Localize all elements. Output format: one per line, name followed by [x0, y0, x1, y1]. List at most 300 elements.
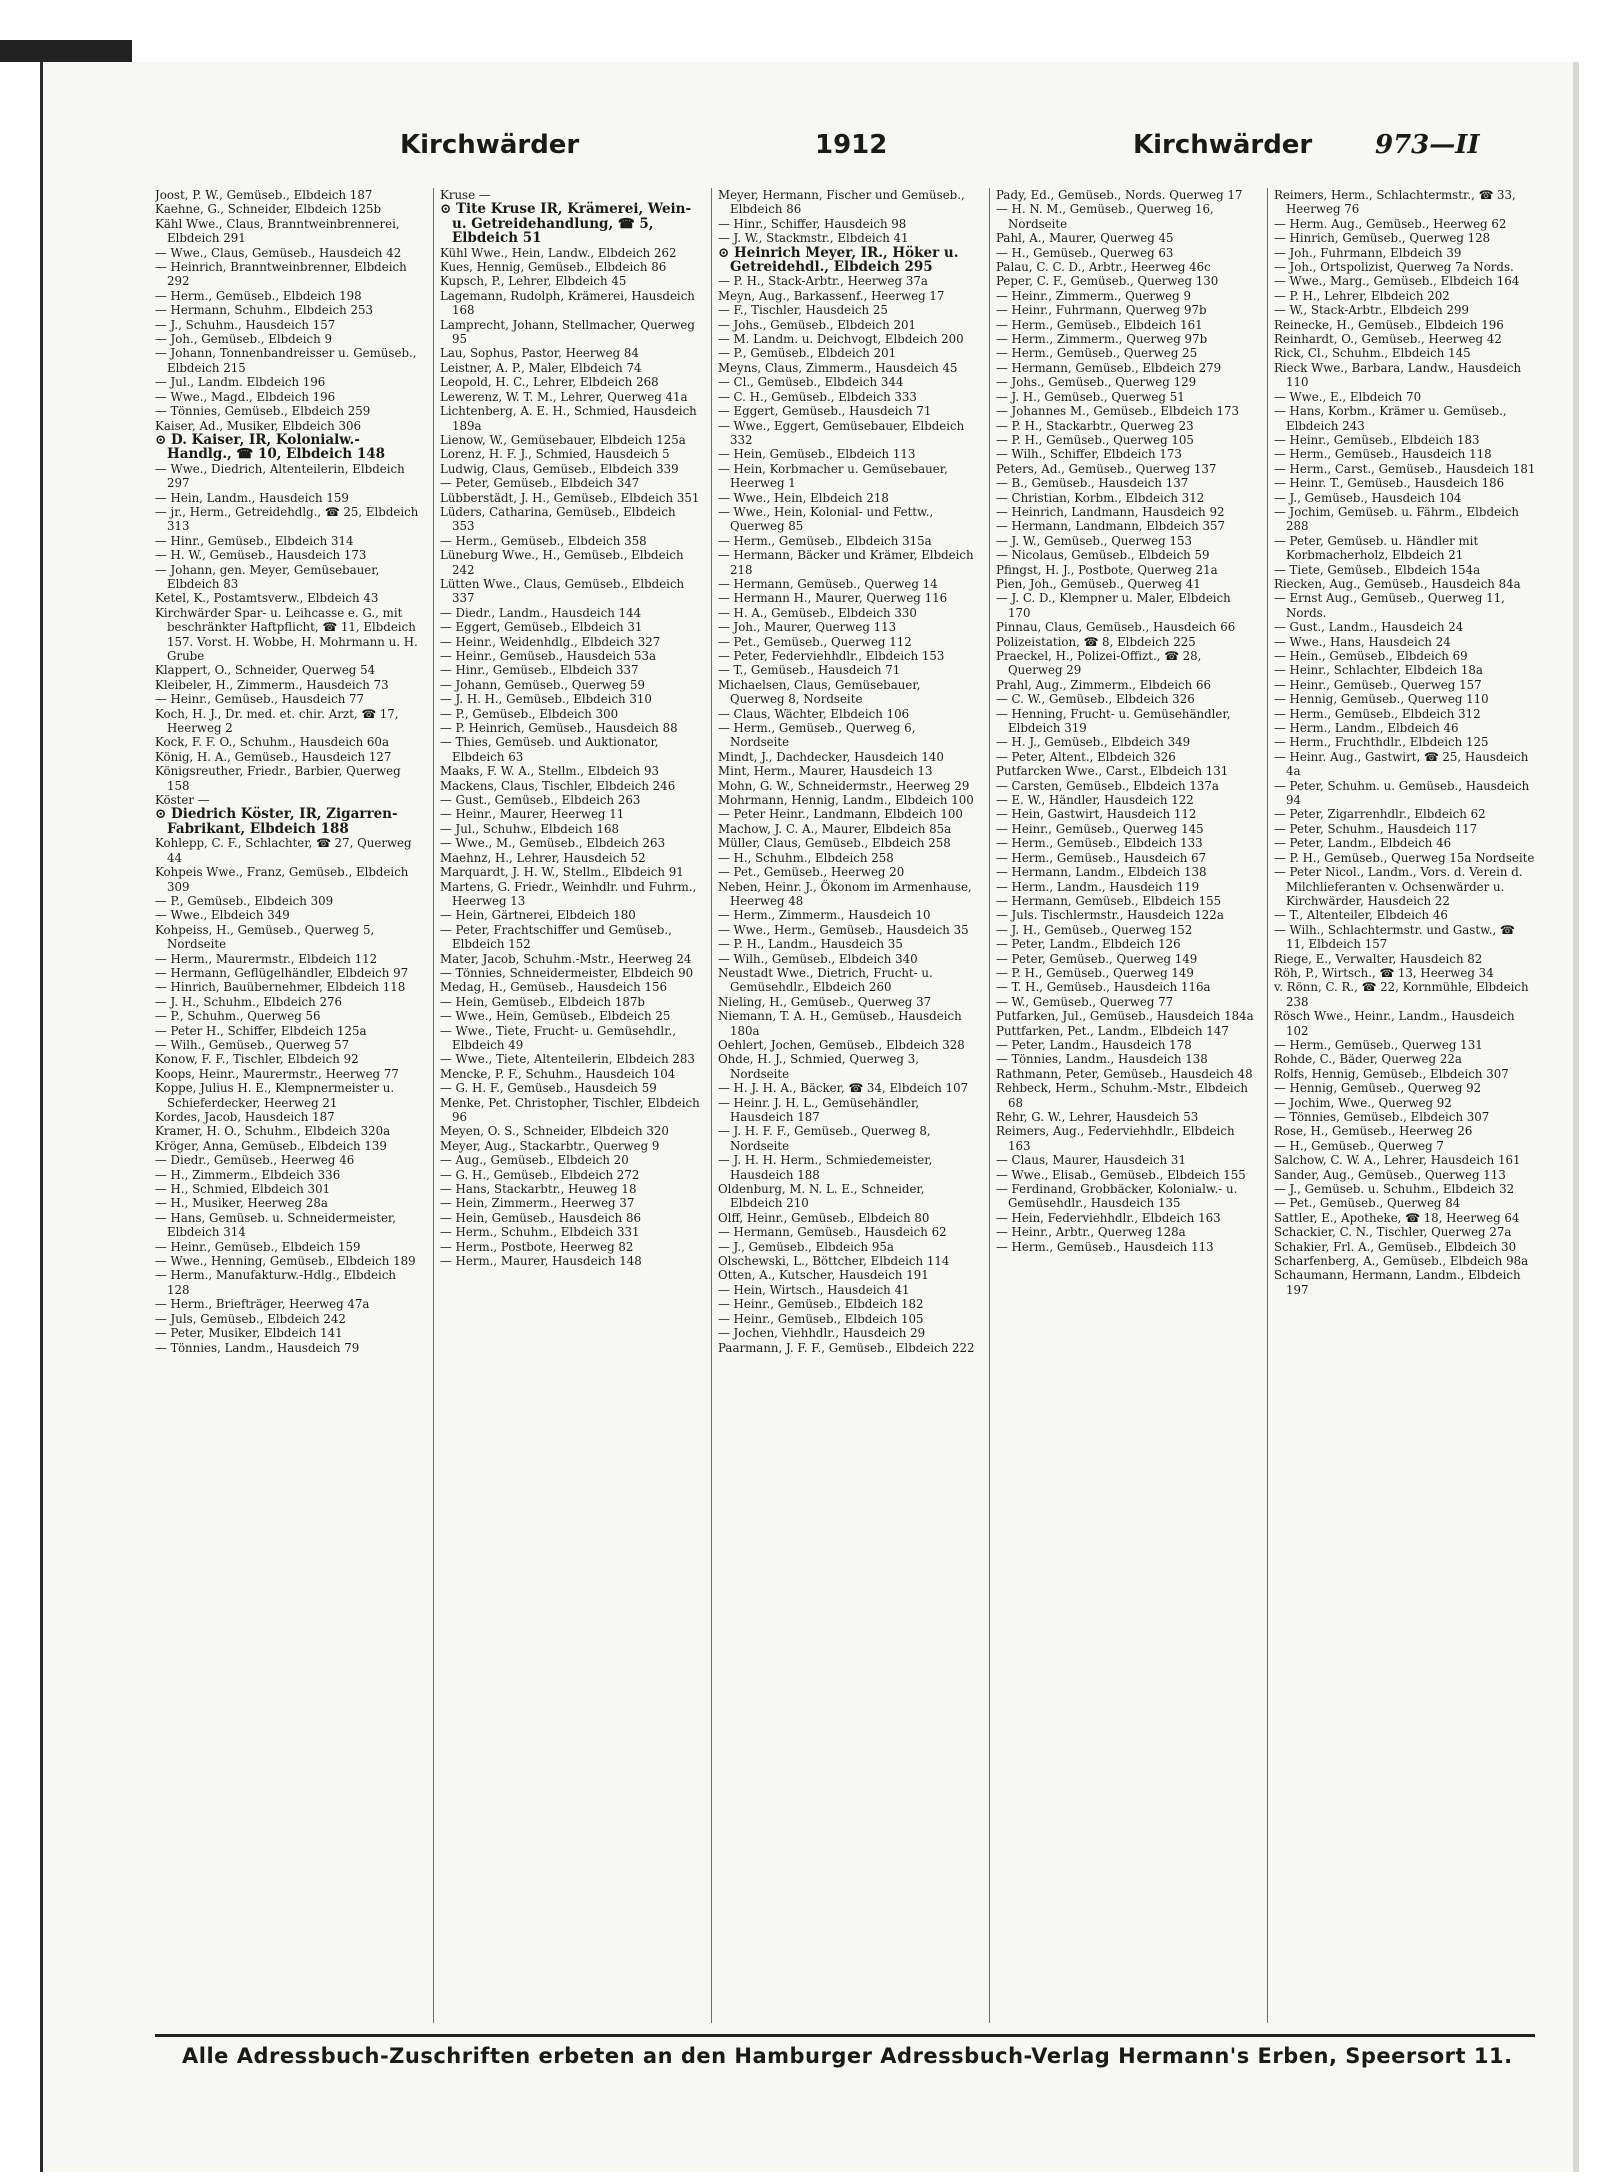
directory-entry: — W., Gemüseb., Querweg 77	[996, 994, 1174, 1009]
directory-entry: Lagemann, Rudolph, Krämerei, Hausdeich 168	[440, 288, 695, 318]
directory-entry: — Heinr., Zimmerm., Querweg 9	[996, 288, 1191, 303]
directory-entry: — Peter, Gemüseb. u. Händler mit Korbmacherholz, Elbdeich 21	[1274, 533, 1479, 563]
directory-entry: — Hermann, Schuhm., Elbdeich 253	[155, 303, 374, 318]
directory-entry: — Peter, Landm., Elbdeich 126	[996, 937, 1181, 952]
directory-entry: — Hermann, Landmann, Elbdeich 357	[996, 519, 1226, 534]
directory-entry: Rathmann, Peter, Gemüseb., Hausdeich 48	[996, 1066, 1253, 1081]
directory-entry: — Peter, Schuhm. u. Gemüseb., Hausdeich 94	[1274, 778, 1530, 808]
page-number: 973—II	[1375, 130, 1480, 160]
directory-entry: Polizeistation, ☎ 8, Elbdeich 225	[996, 634, 1196, 649]
directory-entry: — Herm., Gemüseb., Querweg 6, Nordseite	[718, 721, 916, 750]
directory-entry: Müller, Claus, Gemüseb., Elbdeich 258	[718, 836, 951, 851]
directory-entry: — Hinrich, Gemüseb., Querweg 128	[1274, 231, 1491, 246]
directory-entry: — Cl., Gemüseb., Elbdeich 344	[718, 375, 904, 390]
directory-entry: — Peter, Federviehhdlr., Elbdeich 153	[718, 649, 945, 663]
directory-entry: — Herm., Gemüseb., Elbdeich 161	[996, 317, 1203, 332]
directory-entry: — J. H. H., Gemüseb., Elbdeich 310	[440, 692, 652, 707]
directory-entry: — Hermann, Gemüseb., Elbdeich 155	[996, 893, 1222, 908]
directory-entry: Kohpeis Wwe., Franz, Gemüseb., Elbdeich 309	[155, 865, 409, 894]
directory-entry: Oehlert, Jochen, Gemüseb., Elbdeich 328	[718, 1037, 965, 1052]
directory-entry: v. Rönn, C. R., ☎ 22, Kornmühle, Elbdeich 238	[1274, 980, 1529, 1009]
directory-entry: Kohlepp, C. F., Schlachter, ☎ 27, Querweg 44	[155, 836, 412, 865]
directory-entry: Mater, Jacob, Schuhm.-Mstr., Heerweg 24	[440, 951, 692, 966]
directory-entry: — Tönnies, Gemüseb., Elbdeich 307	[1274, 1110, 1490, 1124]
directory-entry: — Hans, Stackarbtr., Heuweg 18	[440, 1182, 637, 1197]
directory-entry: — Johann, gen. Meyer, Gemüsebauer, Elbdeich 83	[155, 562, 380, 591]
directory-entry: ⊙ Tite Kruse IR, Krämerei, Wein- u. Getreidehandlung, ☎ 5, Elbdeich 51	[440, 201, 692, 247]
directory-entry: — Jochim, Gemüseb. u. Fährm., Elbdeich 288	[1274, 504, 1519, 534]
directory-entry: Rose, H., Gemüseb., Heerweg 26	[1274, 1124, 1473, 1139]
directory-entry: Martens, G. Friedr., Weinhdlr. und Fuhrm., Heerweg 13	[440, 879, 697, 908]
directory-entry: — Wwe., Claus, Gemüseb., Hausdeich 42	[155, 245, 402, 260]
directory-entry: Mindt, J., Dachdecker, Hausdeich 140	[718, 749, 944, 764]
column-3	[711, 188, 978, 2023]
directory-entry: Ludwig, Claus, Gemüseb., Elbdeich 339	[440, 461, 679, 476]
directory-entry: — Peter, Schuhm., Hausdeich 117	[1274, 821, 1478, 836]
directory-entry: — Heinr. J. H. L., Gemüsehändler, Hausdeich 187	[718, 1095, 920, 1124]
directory-entry: — Johann, Gemüseb., Querweg 59	[440, 677, 646, 692]
directory-entry: Königsreuther, Friedr., Barbier, Querweg 158	[155, 764, 401, 793]
directory-entry: Rieck Wwe., Barbara, Landw., Hausdeich 110	[1274, 360, 1522, 390]
directory-entry: — H., Gemüseb., Querweg 63	[996, 245, 1174, 260]
directory-entry: — Heinrich, Landmann, Hausdeich 92	[996, 504, 1225, 519]
directory-entry: — Herm., Gemüseb., Elbdeich 198	[155, 288, 362, 303]
directory-entry: — Herm., Gemüseb., Hausdeich 67	[996, 850, 1207, 865]
directory-entry: ⊙ D. Kaiser, IR, Kolonialw.-Handlg., ☎ 10, Elbdeich 148	[155, 431, 386, 463]
directory-entry: Neben, Heinr. J., Ökonom im Armenhause, Heerweg 48	[718, 879, 972, 908]
directory-entry: Ketel, K., Postamtsverw., Elbdeich 43	[155, 591, 379, 606]
directory-entry: — Thies, Gemüseb. und Auktionator, Elbdeich 63	[440, 735, 659, 764]
directory-entry: — J. H. H. Herm., Schmiedemeister, Hausdeich 188	[718, 1153, 933, 1182]
column-5	[1267, 188, 1536, 2023]
directory-entry: Schaumann, Hermann, Landm., Elbdeich 197	[1274, 1268, 1521, 1297]
directory-entry: Rehbeck, Herm., Schuhm.-Mstr., Elbdeich 68	[996, 1081, 1248, 1110]
directory-entry: — Peter, Landm., Hausdeich 178	[996, 1037, 1192, 1052]
directory-entry: — B., Gemüseb., Hausdeich 137	[996, 476, 1189, 491]
directory-entry: Sattler, E., Apotheke, ☎ 18, Heerweg 64	[1274, 1210, 1520, 1225]
directory-entry: — Heinr. Aug., Gastwirt, ☎ 25, Hausdeich 4a	[1274, 749, 1529, 779]
directory-entry: — Hein, Gemüseb., Elbdeich 113	[718, 447, 916, 462]
directory-entry: Nieling, H., Gemüseb., Querweg 37	[718, 994, 932, 1009]
directory-entry: Kupsch, P., Lehrer, Elbdeich 45	[440, 274, 627, 289]
directory-entry: Kähl Wwe., Claus, Branntweinbrennerei, Elbdeich 291	[155, 216, 400, 246]
directory-entry: Neustadt Wwe., Dietrich, Frucht- u. Gemüsehdlr., Elbdeich 260	[718, 965, 933, 995]
directory-entry: Koppe, Julius H. E., Klempnermeister u. Schieferdecker, Heerweg 21	[155, 1081, 395, 1110]
directory-entry: Köster —	[155, 793, 210, 808]
directory-entry: Meyns, Claus, Zimmerm., Hausdeich 45	[718, 360, 958, 375]
directory-entry: Koch, H. J., Dr. med. et. chir. Arzt, ☎ 17, Heerweg 2	[155, 706, 399, 736]
directory-entry: Lau, Sophus, Pastor, Heerweg 84	[440, 346, 639, 361]
directory-entry: — H., Zimmerm., Elbdeich 336	[155, 1167, 341, 1182]
directory-entry: — Johann, Tonnenbandreisser u. Gemüseb., Elbdeich 215	[155, 346, 417, 375]
directory-entry: Lamprecht, Johann, Stellmacher, Querweg 95	[440, 317, 695, 347]
directory-entry: — J. W., Gemüseb., Querweg 153	[996, 533, 1192, 548]
directory-entry: — Hein., Gemüseb., Elbdeich 69	[1274, 649, 1468, 663]
directory-entry: — Jochim, Wwe., Querweg 92	[1274, 1095, 1452, 1110]
directory-entry: Oldenburg, M. N. L. E., Schneider, Elbdeich 210	[718, 1182, 925, 1211]
directory-entry: — J., Gemüseb. u. Schuhm., Elbdeich 32	[1274, 1182, 1515, 1197]
directory-entry: Kühl Wwe., Hein, Landw., Elbdeich 262	[440, 245, 677, 260]
directory-entry: — Jochen, Viehhdlr., Hausdeich 29	[718, 1326, 926, 1341]
directory-entry: ⊙ Heinrich Meyer, IR., Höker u. Getreidehdl., Elbdeich 295	[718, 244, 959, 276]
directory-entry: Rolfs, Hennig, Gemüseb., Elbdeich 307	[1274, 1066, 1509, 1081]
directory-entry: — Herm., Schuhm., Elbdeich 331	[440, 1225, 640, 1240]
directory-entry: — J. H., Schuhm., Elbdeich 276	[155, 994, 343, 1009]
directory-entry: — Henning, Frucht- u. Gemüsehändler, Elbdeich 319	[996, 706, 1231, 736]
directory-entry: — Herm., Postbote, Heerweg 82	[440, 1239, 634, 1254]
directory-entry: Kirchwärder Spar- u. Leihcasse e. G., mit beschränkter Haftpflicht, ☎ 11, Elbdeich 157. Vorst. H. Wobbe, H. Mohrmann u. H. Grube	[155, 605, 418, 663]
directory-entry: Palau, C. C. D., Arbtr., Heerweg 46c	[996, 260, 1211, 275]
footer-rule	[155, 2034, 1535, 2037]
directory-entry: Lüders, Catharina, Gemüseb., Elbdeich 353	[440, 504, 676, 534]
directory-entry: Olschewski, L., Böttcher, Elbdeich 114	[718, 1254, 950, 1269]
directory-entry: — Pet., Gemüseb., Heerweg 20	[718, 865, 905, 880]
directory-entry: — P. H., Stack-Arbtr., Heerweg 37a	[718, 274, 928, 289]
directory-entry: Riecken, Aug., Gemüseb., Hausdeich 84a	[1274, 576, 1521, 591]
directory-entry: — Tönnies, Gemüseb., Elbdeich 259	[155, 404, 371, 419]
directory-entry: — Joh., Fuhrmann, Elbdeich 39	[1274, 245, 1462, 260]
directory-entry: Putfarken, Jul., Gemüseb., Hausdeich 184a	[996, 1009, 1254, 1024]
directory-entry: — E. W., Händler, Hausdeich 122	[996, 793, 1194, 808]
directory-entry: — Hein, Korbmacher u. Gemüsebauer, Heerweg 1	[718, 461, 948, 491]
directory-entry: — Hein, Gastwirt, Hausdeich 112	[996, 807, 1197, 822]
directory-entry: — Heinr., Gemüseb., Elbdeich 159	[155, 1239, 361, 1254]
directory-entry: — Wwe., Magd., Elbdeich 196	[155, 389, 336, 404]
directory-entry: — Herm., Fruchthdlr., Elbdeich 125	[1274, 735, 1489, 750]
directory-entry: — J. H., Gemüseb., Querweg 51	[996, 389, 1185, 404]
directory-entry: Mohn, G. W., Schneidermstr., Heerweg 29	[718, 778, 970, 793]
directory-entry: — Herm., Maurer, Hausdeich 148	[440, 1254, 642, 1269]
directory-entry: Menke, Pet. Christopher, Tischler, Elbdeich 96	[440, 1095, 700, 1124]
directory-entry: Paarmann, J. F. F., Gemüseb., Elbdeich 222	[718, 1340, 975, 1355]
directory-entry: — Heinrich, Branntweinbrenner, Elbdeich 292	[155, 260, 407, 289]
directory-entry: — Hinrich, Bauübernehmer, Elbdeich 118	[155, 980, 406, 995]
directory-entry: Michaelsen, Claus, Gemüsebauer, Querweg 8, Nordseite	[718, 677, 921, 707]
directory-entry: — Wwe., Herm., Gemüseb., Hausdeich 35	[718, 922, 969, 937]
directory-entry: Prahl, Aug., Zimmerm., Elbdeich 66	[996, 677, 1212, 692]
directory-entry: — Herm., Gemüseb., Elbdeich 312	[1274, 706, 1481, 721]
directory-entry: Praeckel, H., Polizei-Offizt., ☎ 28, Querweg 29	[996, 649, 1202, 678]
directory-entry: — Wwe., Tiete, Altenteilerin, Elbdeich 283	[440, 1052, 695, 1067]
directory-entry: — Wilh., Schlachtermstr. und Gastw., ☎ 11, Elbdeich 157	[1274, 922, 1515, 952]
column-4	[989, 188, 1256, 2023]
header-left-title: Kirchwärder	[400, 130, 580, 160]
directory-entry: — Hein, Federviehhdlr., Elbdeich 163	[996, 1210, 1221, 1225]
directory-entry: — Claus, Wächter, Elbdeich 106	[718, 706, 910, 721]
directory-entry: Rohde, C., Bäder, Querweg 22a	[1274, 1052, 1462, 1067]
directory-entry: Maehnz, H., Lehrer, Hausdeich 52	[440, 850, 646, 865]
directory-entry: — Hein, Gemüseb., Hausdeich 86	[440, 1210, 641, 1225]
directory-entry: Mint, Herm., Maurer, Hausdeich 13	[718, 764, 933, 779]
directory-entry: — H., Musiker, Heerweg 28a	[155, 1196, 328, 1211]
directory-entry: Ohde, H. J., Schmied, Querweg 3, Nordseite	[718, 1052, 919, 1081]
directory-entry: — Peter Nicol., Landm., Vors. d. Verein d. Milchlieferanten v. Ochsenwärder u. Kirchwärder, Hausdeich 22	[1274, 865, 1523, 908]
directory-entry: — P., Gemüseb., Elbdeich 201	[718, 346, 897, 361]
directory-entry: — Johannes M., Gemüseb., Elbdeich 173	[996, 404, 1240, 419]
directory-entry: — Heinr., Gemüseb., Hausdeich 77	[155, 692, 365, 707]
directory-entry: — Eggert, Gemüseb., Hausdeich 71	[718, 404, 932, 419]
directory-entry: — H. J., Gemüseb., Elbdeich 349	[996, 735, 1191, 750]
directory-entry: — Pet., Gemüseb., Querweg 84	[1274, 1196, 1461, 1211]
directory-entry: — Hinr., Schiffer, Hausdeich 98	[718, 216, 907, 231]
directory-entry: — Wwe., Hein, Elbdeich 218	[718, 490, 889, 505]
directory-entry: — P., Gemüseb., Elbdeich 300	[440, 706, 619, 721]
directory-entry: Reinecke, H., Gemüseb., Elbdeich 196	[1274, 317, 1504, 332]
directory-entry: — W., Stack-Arbtr., Elbdeich 299	[1274, 303, 1470, 318]
directory-entry: — Heinr., Gemüseb., Hausdeich 53a	[440, 649, 657, 663]
directory-entry: Riege, E., Verwalter, Hausdeich 82	[1274, 951, 1483, 966]
directory-entry: — Peter, Landm., Elbdeich 46	[1274, 836, 1452, 851]
directory-entry: Rehr, G. W., Lehrer, Hausdeich 53	[996, 1110, 1199, 1124]
directory-entry: Kock, F. F. O., Schuhm., Hausdeich 60a	[155, 735, 389, 750]
directory-columns	[155, 188, 1535, 2023]
directory-entry: Pahl, A., Maurer, Querweg 45	[996, 231, 1174, 246]
directory-entry: — Heinr., Gemüseb., Querweg 145	[996, 821, 1204, 836]
directory-entry: — Hermann, Geflügelhändler, Elbdeich 97	[155, 965, 409, 980]
directory-entry: — Tönnies, Landm., Hausdeich 79	[155, 1340, 360, 1355]
directory-entry: — Hennig, Gemüseb., Querweg 110	[1274, 692, 1489, 707]
directory-entry: — Wwe., Elisab., Gemüseb., Elbdeich 155	[996, 1167, 1246, 1182]
directory-entry: Puttfarken, Pet., Landm., Elbdeich 147	[996, 1023, 1229, 1038]
directory-entry: — Hinr., Gemüseb., Elbdeich 314	[155, 533, 354, 548]
directory-entry: — Wwe., Hans, Hausdeich 24	[1274, 634, 1451, 649]
directory-entry: König, H. A., Gemüseb., Hausdeich 127	[155, 749, 392, 764]
directory-entry: Kaehne, G., Schneider, Elbdeich 125b	[155, 202, 382, 217]
directory-entry: Kramer, H. O., Schuhm., Elbdeich 320a	[155, 1124, 391, 1139]
directory-entry: Leistner, A. P., Maler, Elbdeich 74	[440, 360, 642, 375]
directory-entry: — Peter, Musiker, Elbdeich 141	[155, 1326, 343, 1341]
directory-entry: — Gust., Landm., Hausdeich 24	[1274, 620, 1464, 635]
directory-entry: — jr., Herm., Getreidehdlg., ☎ 25, Elbdeich 313	[155, 504, 419, 534]
directory-entry: — Christian, Korbm., Elbdeich 312	[996, 490, 1205, 505]
directory-entry: Rick, Cl., Schuhm., Elbdeich 145	[1274, 346, 1471, 361]
directory-entry: — Herm., Zimmerm., Hausdeich 10	[718, 908, 931, 923]
directory-entry: Joost, P. W., Gemüseb., Elbdeich 187	[155, 188, 373, 202]
directory-entry: — Wwe., Eggert, Gemüsebauer, Elbdeich 332	[718, 418, 965, 447]
directory-entry: — Johs., Gemüseb., Querweg 129	[996, 375, 1197, 390]
directory-entry: — Pet., Gemüseb., Querweg 112	[718, 634, 912, 649]
directory-entry: — Hein, Wirtsch., Hausdeich 41	[718, 1282, 910, 1297]
directory-entry: — Wilh., Gemüseb., Querweg 57	[155, 1037, 350, 1052]
directory-entry: — Peter Heinr., Landmann, Elbdeich 100	[718, 807, 963, 822]
directory-entry: — H. N. M., Gemüseb., Querweg 16, Nordseite	[996, 202, 1214, 231]
directory-entry: — H., Gemüseb., Querweg 7	[1274, 1138, 1444, 1153]
directory-entry: Konow, F. F., Tischler, Elbdeich 92	[155, 1052, 359, 1067]
directory-entry: — G. H. F., Gemüseb., Hausdeich 59	[440, 1081, 657, 1096]
directory-entry: — Herm., Manufakturw.-Hdlg., Elbdeich 128	[155, 1268, 397, 1297]
directory-entry: Kordes, Jacob, Hausdeich 187	[155, 1110, 335, 1124]
directory-entry: — Wwe., Diedrich, Altenteilerin, Elbdeich 297	[155, 461, 405, 491]
column-1	[155, 188, 421, 2023]
directory-entry: Pfingst, H. J., Postbote, Querweg 21a	[996, 562, 1218, 577]
directory-entry: — J. C. D., Klempner u. Maler, Elbdeich 170	[996, 591, 1231, 620]
directory-entry: — Heinr., Maurer, Heerweg 11	[440, 807, 625, 822]
directory-entry: — Peter, Frachtschiffer und Gemüseb., Elbdeich 152	[440, 922, 672, 952]
directory-entry: — Hein, Landm., Hausdeich 159	[155, 490, 349, 505]
directory-entry: — Johs., Gemüseb., Elbdeich 201	[718, 317, 917, 332]
header-right-title: Kirchwärder	[1133, 130, 1313, 160]
directory-entry: — Joh., Ortspolizist, Querweg 7a Nords.	[1274, 260, 1514, 275]
directory-entry: — Hinr., Gemüseb., Elbdeich 337	[440, 663, 639, 678]
directory-entry: — Juls. Tischlermstr., Hausdeich 122a	[996, 908, 1224, 923]
directory-entry: Peper, C. F., Gemüseb., Querweg 130	[996, 274, 1219, 289]
directory-entry: — Tiete, Gemüseb., Elbdeich 154a	[1274, 562, 1481, 577]
directory-entry: — H., Schuhm., Elbdeich 258	[718, 850, 894, 865]
directory-entry: — Herm., Gemüseb., Elbdeich 133	[996, 836, 1203, 851]
directory-entry: — Peter, Gemüseb., Querweg 149	[996, 951, 1198, 966]
page-header	[155, 130, 1535, 170]
column-2	[433, 188, 700, 2023]
directory-entry: Lüneburg Wwe., H., Gemüseb., Elbdeich 242	[440, 548, 684, 577]
directory-entry: — Wwe., Hein, Gemüseb., Elbdeich 25	[440, 1009, 671, 1024]
directory-entry: — Hermann, Gemüseb., Hausdeich 62	[718, 1225, 947, 1240]
directory-entry: — Heinr., Gemüseb., Elbdeich 105	[718, 1311, 924, 1326]
directory-entry: — Gust., Gemüseb., Elbdeich 263	[440, 793, 641, 808]
directory-entry: — Herm., Maurermstr., Elbdeich 112	[155, 951, 378, 966]
directory-entry: Pinnau, Claus, Gemüseb., Hausdeich 66	[996, 620, 1236, 635]
directory-entry: — H. J. H. A., Bäcker, ☎ 34, Elbdeich 107	[718, 1081, 969, 1096]
directory-entry: — Hennig, Gemüseb., Querweg 92	[1274, 1081, 1482, 1096]
directory-entry: — Herm., Gemüseb., Hausdeich 113	[996, 1239, 1214, 1254]
directory-entry: Scharfenberg, A., Gemüseb., Elbdeich 98a	[1274, 1254, 1529, 1269]
directory-entry: Mencke, P. F., Schuhm., Hausdeich 104	[440, 1066, 676, 1081]
directory-entry: Reimers, Herm., Schlachtermstr., ☎ 33, Heerweg 76	[1274, 188, 1516, 217]
directory-entry: Meyen, O. S., Schneider, Elbdeich 320	[440, 1124, 669, 1139]
directory-entry: Kröger, Anna, Gemüseb., Elbdeich 139	[155, 1138, 387, 1153]
directory-entry: — Herm., Landm., Elbdeich 46	[1274, 721, 1459, 736]
directory-entry: Kohpeiss, H., Gemüseb., Querweg 5, Nordseite	[155, 922, 375, 952]
directory-entry: — P. H., Gemüseb., Querweg 105	[996, 432, 1194, 447]
directory-entry: — Herm., Gemüseb., Elbdeich 315a	[718, 533, 932, 548]
directory-entry: Lewerenz, W. T. M., Lehrer, Querweg 41a	[440, 389, 688, 404]
directory-entry: — G. H., Gemüseb., Elbdeich 272	[440, 1167, 640, 1182]
directory-entry: — P. Heinrich, Gemüseb., Hausdeich 88	[440, 721, 678, 736]
directory-entry: — Hans, Gemüseb. u. Schneidermeister, Elbdeich 314	[155, 1210, 397, 1240]
directory-entry: Mohrmann, Hennig, Landm., Elbdeich 100	[718, 793, 974, 808]
directory-entry: — H. A., Gemüseb., Elbdeich 330	[718, 605, 917, 620]
directory-entry: Lütten Wwe., Claus, Gemüseb., Elbdeich 337	[440, 576, 685, 606]
directory-entry: Otten, A., Kutscher, Hausdeich 191	[718, 1268, 929, 1283]
directory-entry: — Hermann H., Maurer, Querweg 116	[718, 591, 948, 606]
directory-entry: — Jul., Schuhw., Elbdeich 168	[440, 821, 620, 836]
scan-edge-shadow	[0, 40, 132, 62]
directory-entry: — Diedr., Gemüseb., Heerweg 46	[155, 1153, 355, 1168]
directory-entry: ⊙ Diedrich Köster, IR, Zigarren-Fabrikant, Elbdeich 188	[155, 806, 398, 837]
directory-entry: Lichtenberg, A. E. H., Schmied, Hausdeich 189a	[440, 404, 697, 433]
directory-entry: — J. H. F. F., Gemüseb., Querweg 8, Nordseite	[718, 1124, 931, 1153]
directory-entry: — Wwe., Hein, Kolonial- und Fettw., Querweg 85	[718, 504, 934, 534]
directory-entry: — Tönnies, Schneidermeister, Elbdeich 90	[440, 965, 694, 980]
directory-entry: Olff, Heinr., Gemüseb., Elbdeich 80	[718, 1210, 930, 1225]
directory-entry: — P., Gemüseb., Elbdeich 309	[155, 893, 334, 908]
directory-entry: Medag, H., Gemüseb., Hausdeich 156	[440, 980, 668, 995]
directory-entry: — Aug., Gemüseb., Elbdeich 20	[440, 1153, 629, 1168]
directory-entry: — Wwe., E., Elbdeich 70	[1274, 389, 1422, 404]
footer-notice: Alle Adressbuch-Zuschriften erbeten an den Hamburger Adressbuch-Verlag Hermann's Erben, Speersort 11.	[182, 2044, 1513, 2068]
directory-entry: — Herm., Landm., Hausdeich 119	[996, 879, 1200, 894]
directory-entry: Reinhardt, O., Gemüseb., Heerweg 42	[1274, 332, 1502, 347]
directory-entry: — Ernst Aug., Gemüseb., Querweg 11, Nords.	[1274, 591, 1505, 620]
directory-entry: — P. H., Landm., Hausdeich 35	[718, 937, 903, 952]
directory-entry: Pady, Ed., Gemüseb., Nords. Querweg 17	[996, 188, 1243, 202]
directory-entry: — Nicolaus, Gemüseb., Elbdeich 59	[996, 548, 1210, 563]
directory-entry: Kruse —	[440, 188, 491, 202]
directory-entry: — Wwe., Henning, Gemüseb., Elbdeich 189	[155, 1254, 416, 1269]
directory-entry: — P. H., Lehrer, Elbdeich 202	[1274, 288, 1450, 303]
directory-entry: Meyer, Hermann, Fischer und Gemüseb., Elbdeich 86	[718, 188, 965, 217]
directory-entry: Klappert, O., Schneider, Querweg 54	[155, 663, 376, 678]
directory-entry: — Wwe., Marg., Gemüseb., Elbdeich 164	[1274, 274, 1520, 289]
directory-entry: — Heinr., Gemüseb., Querweg 157	[1274, 677, 1482, 692]
directory-entry: — F., Tischler, Hausdeich 25	[718, 303, 888, 318]
directory-entry: — Wwe., Elbdeich 349	[155, 908, 290, 923]
directory-entry: Marquardt, J. H. W., Stellm., Elbdeich 91	[440, 865, 684, 880]
directory-entry: — Herm., Carst., Gemüseb., Hausdeich 181	[1274, 461, 1536, 476]
directory-entry: — Herm., Gemüseb., Elbdeich 358	[440, 533, 647, 548]
directory-entry: Kues, Hennig, Gemüseb., Elbdeich 86	[440, 260, 667, 275]
directory-entry: — Herm., Zimmerm., Querweg 97b	[996, 332, 1208, 347]
directory-entry: Schakier, Frl. A., Gemüseb., Elbdeich 30	[1274, 1239, 1517, 1254]
directory-entry: — J., Gemüseb., Elbdeich 95a	[718, 1239, 894, 1254]
directory-entry: — P. H., Gemüseb., Querweg 149	[996, 965, 1194, 980]
directory-entry: Kaiser, Ad., Musiker, Elbdeich 306	[155, 418, 362, 433]
directory-entry: — Joh., Maurer, Querweg 113	[718, 620, 897, 635]
directory-entry: Lorenz, H. F. J., Schmied, Hausdeich 5	[440, 447, 670, 462]
scan-top-margin	[0, 0, 1600, 62]
directory-entry: Salchow, C. W. A., Lehrer, Hausdeich 161	[1274, 1153, 1521, 1168]
directory-entry: Niemann, T. A. H., Gemüseb., Hausdeich 180a	[718, 1009, 962, 1038]
directory-entry: Putfarcken Wwe., Carst., Elbdeich 131	[996, 764, 1229, 779]
directory-entry: Koops, Heinr., Maurermstr., Heerweg 77	[155, 1066, 399, 1081]
directory-entry: Peters, Ad., Gemüseb., Querweg 137	[996, 461, 1217, 476]
directory-entry: — Herm., Gemüseb., Querweg 131	[1274, 1037, 1483, 1052]
directory-entry: — Heinr., Arbtr., Querweg 128a	[996, 1225, 1186, 1240]
directory-entry: Lübberstädt, J. H., Gemüseb., Elbdeich 351	[440, 490, 700, 505]
directory-entry: — Heinr. T., Gemüseb., Hausdeich 186	[1274, 476, 1505, 491]
directory-entry: — P. H., Stackarbtr., Querweg 23	[996, 418, 1194, 433]
directory-entry: — H. W., Gemüseb., Hausdeich 173	[155, 548, 367, 563]
directory-entry: — J. H., Gemüseb., Querweg 152	[996, 922, 1193, 937]
directory-entry: — P., Schuhm., Querweg 56	[155, 1009, 321, 1024]
directory-entry: — Herm., Gemüseb., Querweg 25	[996, 346, 1198, 361]
directory-entry: Machow, J. C. A., Maurer, Elbdeich 85a	[718, 821, 952, 836]
directory-entry: — J., Schuhm., Hausdeich 157	[155, 317, 336, 332]
directory-entry: Pien, Joh., Gemüseb., Querweg 41	[996, 576, 1201, 591]
header-year: 1912	[815, 130, 888, 160]
directory-entry: Meyer, Aug., Stackarbtr., Querweg 9	[440, 1138, 660, 1153]
directory-entry: — J. W., Stackmstr., Elbdeich 41	[718, 231, 909, 246]
directory-entry: — Peter, Gemüseb., Elbdeich 347	[440, 476, 640, 491]
directory-entry: — Hermann, Landm., Elbdeich 138	[996, 865, 1207, 880]
directory-entry: — Hein, Zimmerm., Heerweg 37	[440, 1196, 635, 1211]
directory-entry: Maaks, F. W. A., Stellm., Elbdeich 93	[440, 764, 660, 779]
directory-entry: — T., Altenteiler, Elbdeich 46	[1274, 908, 1448, 923]
directory-entry: — Herm. Aug., Gemüseb., Heerweg 62	[1274, 216, 1507, 231]
directory-entry: — Herm., Briefträger, Heerweg 47a	[155, 1297, 370, 1312]
directory-entry: — Wilh., Schiffer, Elbdeich 173	[996, 447, 1182, 462]
directory-entry: Sander, Aug., Gemüseb., Querweg 113	[1274, 1167, 1506, 1182]
directory-entry: — T. H., Gemüseb., Hausdeich 116a	[996, 980, 1211, 995]
directory-entry: Mackens, Claus, Tischler, Elbdeich 246	[440, 778, 676, 793]
directory-entry: — Peter, Altent., Elbdeich 326	[996, 749, 1176, 764]
directory-entry: — Heinr., Weidenhdlg., Elbdeich 327	[440, 634, 661, 649]
directory-entry: — T., Gemüseb., Hausdeich 71	[718, 663, 901, 678]
directory-entry: Meyn, Aug., Barkassenf., Heerweg 17	[718, 288, 945, 303]
directory-entry: — Jul., Landm. Elbdeich 196	[155, 375, 326, 390]
directory-entry: — Hermann, Gemüseb., Querweg 14	[718, 576, 938, 591]
directory-entry: — M. Landm. u. Deichvogt, Elbdeich 200	[718, 332, 964, 347]
directory-entry: — H., Schmied, Elbdeich 301	[155, 1182, 331, 1197]
